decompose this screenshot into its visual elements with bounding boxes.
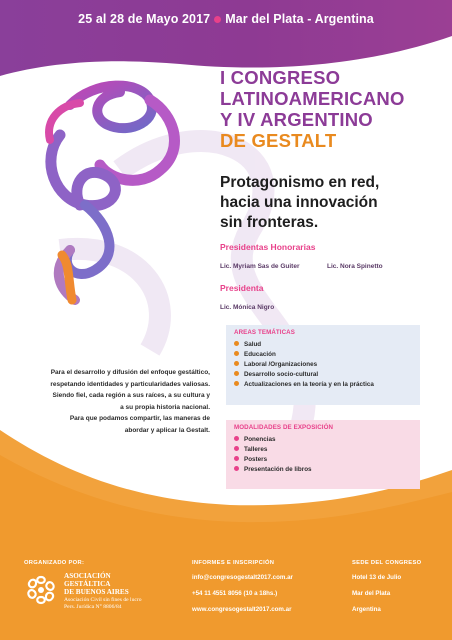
- list-item: Desarrollo socio-cultural: [234, 370, 412, 380]
- event-dates-banner: [0, 12, 452, 26]
- venue-country: Argentina: [352, 606, 381, 613]
- motto-line-3: sin fronteras.: [220, 214, 319, 231]
- organization-name: ASOCIACIÓN GESTÁLTICA DE BUENOS AIRES: [64, 572, 129, 597]
- motto-line-1: Protagonismo en red,: [220, 174, 380, 191]
- info-website-link[interactable]: www.congresogestalt2017.com.ar: [192, 606, 292, 613]
- president-label: Presidenta: [220, 283, 264, 293]
- title-line-4: DE GESTALT: [220, 130, 337, 151]
- honorary-president-1: Lic. Myriam Sas de Guiter: [220, 263, 300, 270]
- separator-dot-icon: [214, 16, 221, 23]
- list-item: Talleres: [234, 445, 412, 455]
- bullet-icon: [234, 436, 239, 441]
- honorary-president-2: Lic. Nora Spinetto: [327, 263, 383, 270]
- congress-motto: [220, 173, 445, 233]
- list-item: Presentación de libros: [234, 465, 412, 475]
- list-item: Laboral /Organizaciones: [234, 360, 412, 370]
- info-label: INFORMES E INSCRIPCIÓN: [192, 560, 275, 566]
- list-item: Ponencias: [234, 435, 412, 445]
- list-item: Salud: [234, 340, 412, 350]
- venue-label: SEDE DEL CONGRESO: [352, 560, 422, 566]
- bullet-icon: [234, 456, 239, 461]
- title-line-3: Y IV ARGENTINO: [220, 109, 373, 130]
- intro-paragraph: Para el desarrollo y difusión del enfoque gestáltico, respetando identidades y particularidades valiosas. Siendo fiel, cada región a sus raíces, a su cultura y a su propia historia nacional. Para que podamos compartir, las maneras de abordar y aplicar la Gestalt.: [50, 369, 210, 434]
- motto-line-2: hacia una innovación: [220, 194, 378, 211]
- bullet-icon: [234, 466, 239, 471]
- bullet-icon: [234, 381, 239, 386]
- info-email-link[interactable]: info@congresogestalt2017.com.ar: [192, 574, 293, 581]
- event-dates: 25 al 28 de Mayo 2017: [78, 12, 211, 26]
- organized-by-label: ORGANIZADO POR:: [24, 560, 85, 566]
- bullet-icon: [234, 446, 239, 451]
- exposition-modalities-box: [226, 420, 420, 489]
- bullet-icon: [234, 361, 239, 366]
- thematic-areas-box: [226, 325, 420, 405]
- info-phone: +54 11 4551 8056 (10 a 18hs.): [192, 590, 278, 597]
- venue-city: Mar del Plata: [352, 590, 391, 597]
- venue-hotel: Hotel 13 de Julio: [352, 574, 402, 581]
- congress-title: [220, 67, 445, 151]
- organization-details: Asociación Civil sin fines de lucro Pers. Jurídica N° 8806/84: [64, 597, 142, 610]
- event-location: Mar del Plata - Argentina: [225, 12, 374, 26]
- title-line-2: LATINOAMERICANO: [220, 88, 405, 109]
- president-name: Lic. Mónica Nigro: [220, 304, 275, 311]
- ribbon-illustration: [49, 86, 174, 300]
- thematic-areas-list: [234, 340, 412, 390]
- title-line-1: I CONGRESO: [220, 67, 341, 88]
- modalities-list: [234, 435, 412, 475]
- thematic-areas-title: AREAS TEMÁTICAS: [234, 329, 295, 336]
- honorary-presidents-label: Presidentas Honorarias: [220, 242, 316, 252]
- list-item: Posters: [234, 455, 412, 465]
- bullet-icon: [234, 371, 239, 376]
- list-item: Actualizaciones en la teoría y en la práctica: [234, 380, 412, 390]
- list-item: Educación: [234, 350, 412, 360]
- modalities-title: MODALIDADES DE EXPOSICIÓN: [234, 424, 334, 431]
- bullet-icon: [234, 351, 239, 356]
- bullet-icon: [234, 341, 239, 346]
- organization-logo-icon: [22, 571, 60, 609]
